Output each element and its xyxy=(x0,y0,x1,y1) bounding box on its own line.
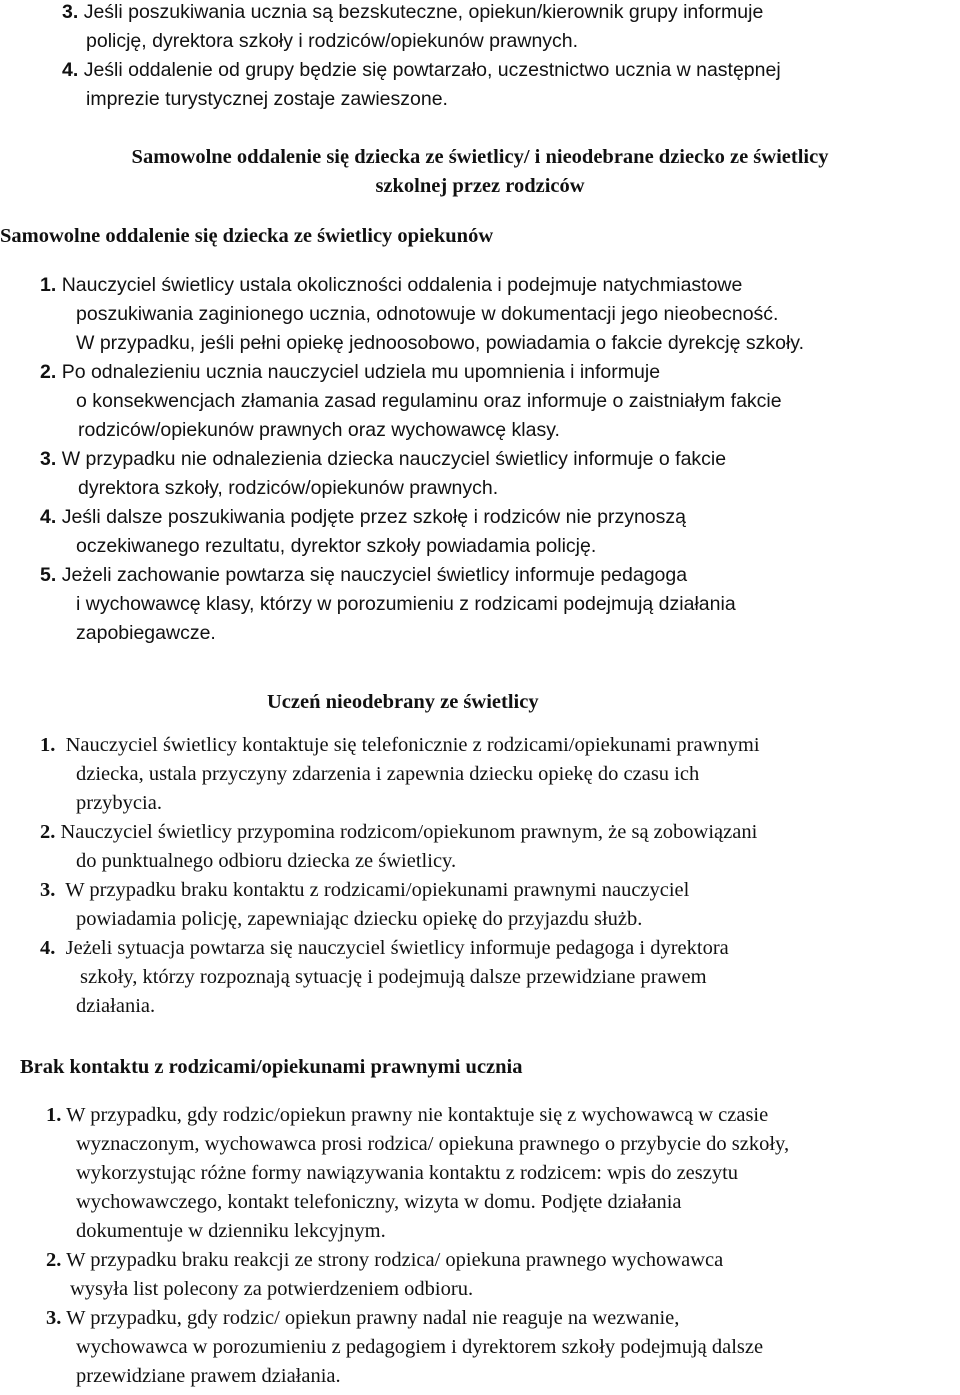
list-text: wysyła list polecony za potwierdzeniem odbioru. xyxy=(70,1278,474,1300)
list-text: Nauczyciel świetlicy kontaktuje się telefonicznie z rodzicami/opiekunami prawnymi xyxy=(65,734,760,756)
list-number: 3. xyxy=(46,1307,62,1329)
list-text: wychowawca w porozumieniu z pedagogiem i dyrektorem szkoły podejmują dalsze xyxy=(76,1336,764,1358)
list-text: W przypadku, gdy rodzic/opiekun prawny nie kontaktuje się z wychowawcą w czasie xyxy=(66,1104,769,1126)
list-item xyxy=(0,503,960,561)
list-text: zapobiegawcze. xyxy=(76,622,216,644)
list-number: 3. xyxy=(62,1,79,23)
list-text: poszukiwania zaginionego ucznia, odnotowuje w dokumentacji jego nieobecność. xyxy=(76,303,779,325)
list-item xyxy=(0,56,960,114)
list-item xyxy=(0,1246,960,1304)
list-text: i wychowawcę klasy, którzy w porozumieniu z rodzicami podejmują działania xyxy=(76,593,736,615)
list-number: 1. xyxy=(40,274,57,296)
list-text: wyznaczonym, wychowawca prosi rodzica/ opiekuna prawnego o przybycie do szkoły, xyxy=(76,1133,790,1155)
list-number: 3. xyxy=(40,448,57,470)
list-number: 2. xyxy=(40,821,56,843)
list-item xyxy=(0,818,960,876)
list-text: W przypadku braku reakcji ze strony rodzica/ opiekuna prawnego wychowawca xyxy=(66,1249,724,1271)
list-text: Jeśli poszukiwania ucznia są bezskuteczne, opiekun/kierownik grupy informuje xyxy=(83,1,764,23)
list-item xyxy=(0,876,960,934)
section-subheading: Samowolne oddalenie się dziecka ze świetlicy opiekunów xyxy=(0,225,494,247)
list-text: wykorzystując różne formy nawiązywania kontaktu z rodzicem: wpis do zeszytu xyxy=(76,1162,739,1184)
list-item xyxy=(0,934,960,1021)
list-text: o konsekwencjach złamania zasad regulaminu oraz informuje o zaistniałym fakcie xyxy=(76,390,782,412)
list-number: 2. xyxy=(46,1249,62,1271)
section-heading-line: Samowolne oddalenie się dziecka ze świetlicy/ i nieodebrane dziecko ze świetlicy xyxy=(131,146,829,168)
section-heading-line: szkolnej przez rodziców xyxy=(375,175,585,197)
list-item xyxy=(0,271,960,358)
top-list xyxy=(0,0,960,114)
list-number: 5. xyxy=(40,564,57,586)
list-item xyxy=(0,561,960,648)
list-item xyxy=(0,1304,960,1391)
list-text: dyrektora szkoły, rodziców/opiekunów prawnych. xyxy=(78,477,499,499)
list-number: 4. xyxy=(62,59,79,81)
list-item xyxy=(0,358,960,445)
section-heading xyxy=(0,143,960,201)
list-number: 3. xyxy=(40,879,56,901)
list-number: 4. xyxy=(40,506,57,528)
section-heading: Brak kontaktu z rodzicami/opiekunami prawnymi ucznia xyxy=(20,1056,523,1078)
list-text: Po odnalezieniu ucznia nauczyciel udziela mu upomnienia i informuje xyxy=(61,361,661,383)
list-text: W przypadku, gdy rodzic/ opiekun prawny nadal nie reaguje na wezwanie, xyxy=(66,1307,680,1329)
section2-list xyxy=(0,731,960,1021)
list-text: W przypadku braku kontaktu z rodzicami/opiekunami prawnymi nauczyciel xyxy=(65,879,690,901)
list-text: dokumentuje w dzienniku lekcyjnym. xyxy=(76,1220,386,1242)
list-text: Jeżeli sytuacja powtarza się nauczyciel świetlicy informuje pedagoga i dyrektora xyxy=(65,937,729,959)
list-number: 1. xyxy=(46,1104,62,1126)
list-text: wychowawczego, kontakt telefoniczny, wizyta w domu. Podjęte działania xyxy=(76,1191,682,1213)
list-text: W przypadku nie odnalezienia dziecka nauczyciel świetlicy informuje o fakcie xyxy=(61,448,727,470)
list-text: Jeśli oddalenie od grupy będzie się powtarzało, uczestnictwo ucznia w następnej xyxy=(83,59,781,81)
list-text: do punktualnego odbioru dziecka ze świetlicy. xyxy=(76,850,457,872)
list-text: przewidziane prawem działania. xyxy=(76,1365,341,1387)
list-text: imprezie turystycznej zostaje zawieszone. xyxy=(86,88,448,110)
section-heading: Uczeń nieodebrany ze świetlicy xyxy=(267,691,539,713)
list-text: Nauczyciel świetlicy przypomina rodzicom/opiekunom prawnym, że są zobowiązani xyxy=(60,821,758,843)
list-text: policję, dyrektora szkoły i rodziców/opiekunów prawnych. xyxy=(86,30,579,52)
list-text: oczekiwanego rezultatu, dyrektor szkoły powiadamia policję. xyxy=(76,535,597,557)
list-item xyxy=(0,445,960,503)
list-number: 2. xyxy=(40,361,57,383)
list-text: działania. xyxy=(76,995,156,1017)
section1-list xyxy=(0,271,960,648)
list-text: Jeśli dalsze poszukiwania podjęte przez szkołę i rodziców nie przynoszą xyxy=(61,506,686,528)
list-text: Nauczyciel świetlicy ustala okoliczności oddalenia i podejmuje natychmiastowe xyxy=(61,274,743,296)
list-item xyxy=(0,1101,960,1246)
list-number: 4. xyxy=(40,937,56,959)
list-text: dziecka, ustala przyczyny zdarzenia i zapewnia dziecku opiekę do czasu ich xyxy=(76,763,700,785)
list-text: rodziców/opiekunów prawnych oraz wychowawcę klasy. xyxy=(78,419,560,441)
list-number: 1. xyxy=(40,734,56,756)
list-text: Jeżeli zachowanie powtarza się nauczyciel świetlicy informuje pedagoga xyxy=(61,564,688,586)
list-text: W przypadku, jeśli pełni opiekę jednoosobowo, powiadamia o fakcie dyrekcję szkoły. xyxy=(76,332,805,354)
section3-list xyxy=(0,1101,960,1391)
list-item xyxy=(0,0,960,56)
list-item xyxy=(0,731,960,818)
list-text: powiadamia policję, zapewniając dziecku opiekę do przyjazdu służb. xyxy=(76,908,643,930)
list-text: szkoły, którzy rozpoznają sytuację i podejmują dalsze przewidziane prawem xyxy=(80,966,707,988)
list-text: przybycia. xyxy=(76,792,162,814)
